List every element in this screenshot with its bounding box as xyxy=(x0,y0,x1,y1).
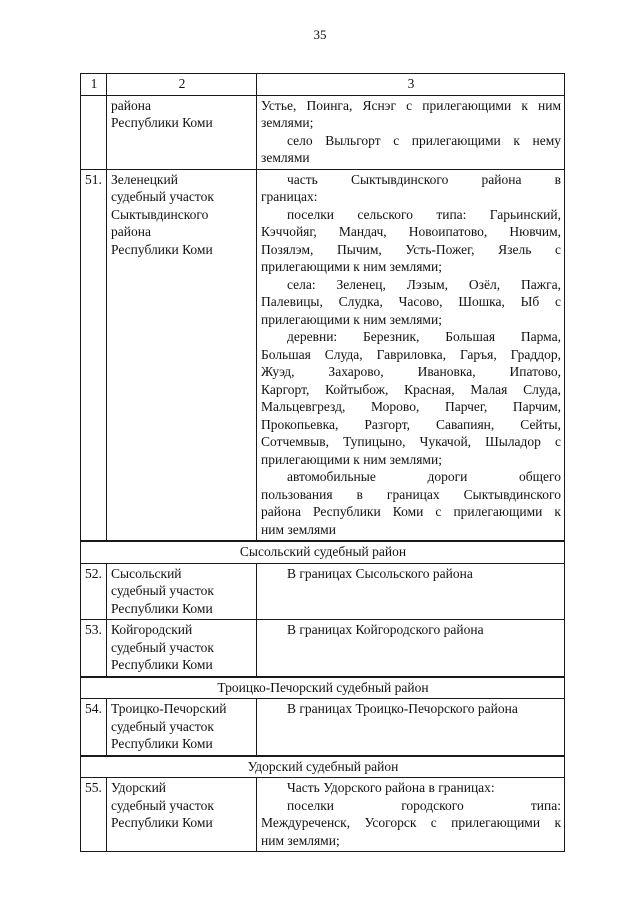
court-name-line: района xyxy=(111,224,151,239)
district-header-row xyxy=(81,756,565,778)
table-row-51 xyxy=(81,169,565,541)
territory-line: часть Сыктывдинского района в xyxy=(287,171,561,187)
court-name-line: Республики Коми xyxy=(111,241,213,257)
territory-line: прилегающими к ним землями; xyxy=(261,451,442,467)
court-name-line: Сысольский xyxy=(111,565,182,581)
court-name-line: судебный участок xyxy=(111,639,214,655)
territory-line: прилегающими к ним землями; xyxy=(261,259,442,274)
territory-line: деревни: Березник, Большая Парма, xyxy=(287,329,561,344)
territory-line: автомобильные дороги общего xyxy=(287,469,561,484)
territory-line: Часть Удорского района в границах: xyxy=(287,780,495,795)
territory-line: границах: xyxy=(261,189,318,204)
territory-cell xyxy=(257,778,565,852)
district-title: Удорский судебный район xyxy=(81,756,565,778)
court-name-line: Республики Коми xyxy=(111,736,213,751)
court-name-cell xyxy=(107,699,257,756)
territory-line: Позялэм, Пычим, Усть-Пожег, Язель с xyxy=(261,241,561,257)
territory-cell xyxy=(257,563,565,620)
table-row-55 xyxy=(81,778,565,852)
territory-line: поселки сельского типа: Гарьинский, xyxy=(287,206,561,222)
territory-line: ним землями xyxy=(261,521,336,537)
territory-line: Междуреченск, Усогорск с прилегающими к xyxy=(261,815,561,830)
district-title: Троицко-Печорский судебный район xyxy=(81,677,565,699)
column-header-3: 3 xyxy=(257,74,565,96)
territory-line: поселки городского типа: xyxy=(287,797,561,813)
court-name-line: Зеленецкий xyxy=(111,171,178,187)
court-name-line: района xyxy=(111,97,151,113)
court-name-line: Койгородский xyxy=(111,622,193,637)
court-name-line: судебный участок xyxy=(111,583,214,598)
territory-line: землями; xyxy=(261,115,314,130)
table-header-row xyxy=(81,74,565,96)
district-header-row xyxy=(81,541,565,563)
territory-line: района Республики Коми с прилегающими к xyxy=(261,504,561,519)
column-header-1: 1 xyxy=(81,74,107,96)
table-row-52 xyxy=(81,563,565,620)
court-districts-table xyxy=(80,73,565,852)
court-name-cell xyxy=(107,95,257,169)
territory-line: пользования в границах Сыктывдинского xyxy=(261,486,561,502)
row-number: 55. xyxy=(81,778,107,852)
district-header-row xyxy=(81,677,565,699)
row-number: 53. xyxy=(81,620,107,677)
table-row-continued xyxy=(81,95,565,169)
court-name-line: Республики Коми xyxy=(111,600,213,616)
territory-line: Прокопьевка, Разгорт, Савапиян, Сейты, xyxy=(261,416,561,432)
court-name-line: судебный участок xyxy=(111,718,214,734)
territory-line: ним землями; xyxy=(261,832,340,848)
territory-cell xyxy=(257,95,565,169)
court-name-line: Удорский xyxy=(111,780,167,795)
court-name-line: судебный участок xyxy=(111,797,214,813)
court-name-cell xyxy=(107,563,257,620)
row-number: 51. xyxy=(81,169,107,541)
court-name-line: Республики Коми xyxy=(111,815,213,830)
district-title: Сысольский судебный район xyxy=(81,541,565,563)
court-name-line: Республики Коми xyxy=(111,115,213,130)
court-name-cell xyxy=(107,620,257,677)
court-name-cell xyxy=(107,778,257,852)
territory-line: землями xyxy=(261,150,310,165)
territory-line: Палевицы, Слудка, Часово, Шошка, Ыб с xyxy=(261,294,561,309)
territory-line: Устье, Поинга, Яснэг с прилегающими к ним xyxy=(261,97,561,113)
territory-line: Каргорт, Койтыбож, Красная, Малая Слуда, xyxy=(261,381,561,397)
territory-line: Большая Слуда, Гавриловка, Гаръя, Граддор, xyxy=(261,346,561,362)
table-row-54 xyxy=(81,699,565,756)
court-name-line: Республики Коми xyxy=(111,657,213,672)
page-number: 35 xyxy=(313,27,327,42)
court-name-line: Сыктывдинского xyxy=(111,206,209,222)
territory-line: Сотчемвыв, Тупицыно, Чукачой, Шыладор с xyxy=(261,434,561,449)
row-number: 52. xyxy=(81,563,107,620)
court-name-line: Троицко-Печорский xyxy=(111,701,227,716)
territory-text: В границах Троицко-Печорского района xyxy=(287,701,518,716)
court-name-cell xyxy=(107,169,257,541)
territory-line: Мальцевгрезд, Морово, Парчег, Парчим, xyxy=(261,399,561,414)
territory-line: Кэччойяг, Мандач, Новоипатово, Нювчим, xyxy=(261,224,561,239)
territory-cell xyxy=(257,620,565,677)
column-header-2: 2 xyxy=(107,74,257,96)
territory-text: В границах Сысольского района xyxy=(287,565,473,581)
territory-line: села: Зеленец, Лэзым, Озёл, Пажга, xyxy=(287,276,561,292)
territory-cell xyxy=(257,169,565,541)
table-row-53 xyxy=(81,620,565,677)
territory-text: В границах Койгородского района xyxy=(287,622,484,637)
row-number-cell xyxy=(81,95,107,169)
court-name-line: судебный участок xyxy=(111,189,214,204)
territory-line: Жуэд, Захарово, Ивановка, Ипатово, xyxy=(261,364,561,379)
territory-line: прилегающими к ним землями; xyxy=(261,311,442,327)
territory-line: село Выльгорт с прилегающими к нему xyxy=(287,132,561,148)
territory-cell xyxy=(257,699,565,756)
row-number: 54. xyxy=(81,699,107,756)
